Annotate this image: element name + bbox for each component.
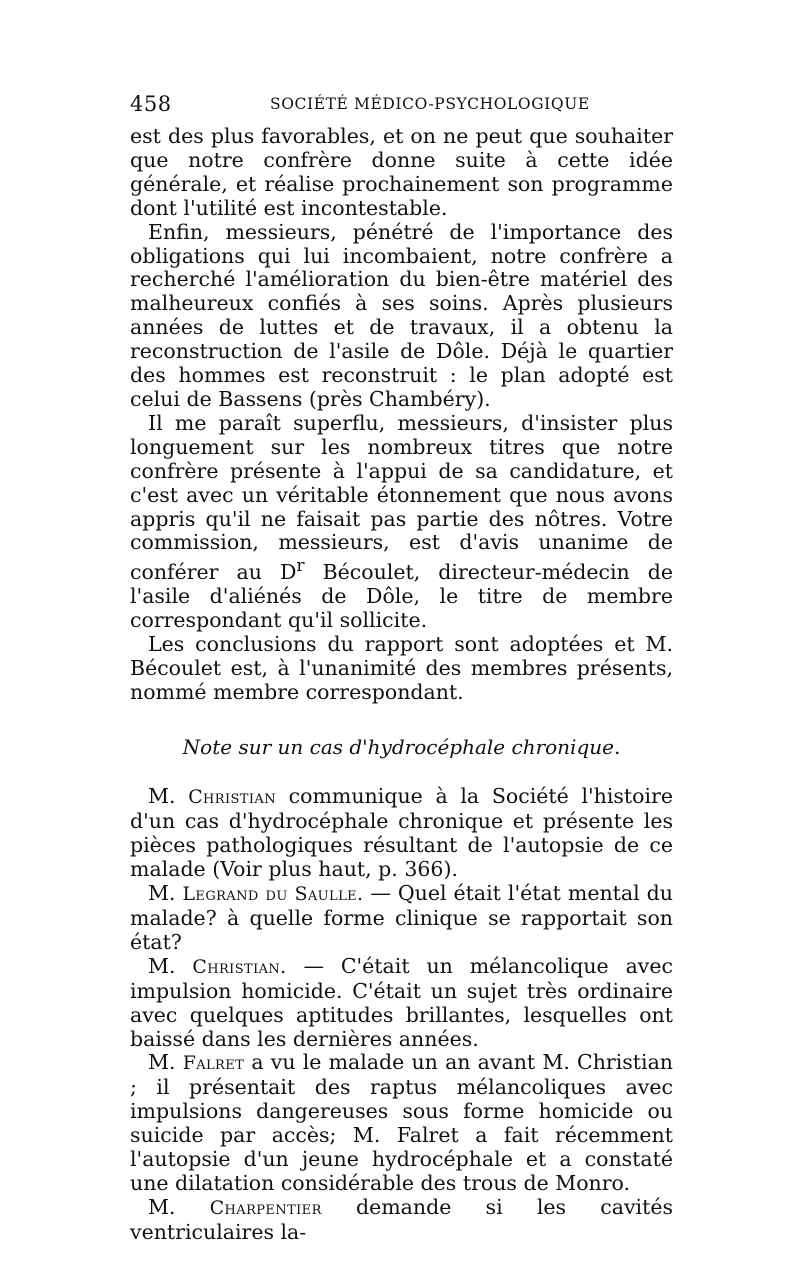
page-number: 458 <box>130 92 172 116</box>
discussion-charpentier: M. Charpentier demande si les cavités ventriculaires la- <box>130 1194 673 1244</box>
speaker-name: Legrand du Saulle. <box>182 883 364 906</box>
speaker-name: Charpentier <box>209 1196 322 1219</box>
paragraph-candidature <box>130 412 673 633</box>
body-text <box>130 125 673 1245</box>
discussion-christian-reply: M. Christian. — C'était un mélancolique avec impulsion homicide. C'était un sujet très ordinaire avec quelques aptitudes brillantes, lesquelles ont baissé dans les dernières années. <box>130 953 673 1051</box>
paragraph-improvements: Enfin, messieurs, pénétré de l'importance des obligations qui lui incombaient, notre confrère a recherché l'amélioration du bien-être matériel des malheureux confiés à ses soins. Après plusieurs années de luttes et de travaux, il a obtenu la reconstruction de l'asile de Dôle. Déjà le quartier des hommes est reconstruit : le plan adopté est celui de Bassens (près Chambéry). <box>130 219 673 411</box>
discussion-christian-report: M. Christian communique à la Société l'histoire d'un cas d'hydrocéphale chronique et présente les pièces pathologiques résultant de l'autopsie de ce malade (Voir plus haut, p. 366). <box>130 784 673 882</box>
discussion-falret: M. Falret a vu le malade un an avant M. Christian ; il présentait des raptus mélancoliques avec impulsions dangereuses sous forme homicide ou suicide par accès; M. Falret a fait récemment l'autopsie d'un jeune hydrocéphale et a constaté une dilatation considérable des trous de Monro. <box>130 1050 673 1195</box>
paragraph-candidature-text-end: Bécoulet, directeur-médecin de l'asile d'aliénés de Dôle, le titre de membre correspondant qu'il sollicite. <box>130 560 673 632</box>
running-title: SOCIÉTÉ MÉDICO-PSYCHOLOGIQUE <box>270 95 590 113</box>
section-title: Note sur un cas d'hydrocéphale chronique. <box>182 734 621 759</box>
page-header <box>130 92 673 118</box>
speaker-name: Christian. <box>192 955 287 978</box>
paragraph-continuation: est des plus favorables, et on ne peut que souhaiter que notre confrère donne suite à cette idée générale, et réalise prochainement son programme dont l'utilité est incontestable. <box>130 124 673 220</box>
paragraph-conclusions: Les conclusions du rapport sont adoptées et M. Bécoulet est, à l'unanimité des membres présents, nommé membre correspondant. <box>130 631 673 704</box>
paragraph-candidature-text: Il me paraît superflu, messieurs, d'insister plus longuement sur les nombreux titres que notre confrère présente à l'appui de sa candidature, et c'est avec un véritable étonnement que nous avons appris qu'il ne faisait pas partie des nôtres. Votre commission, messieurs, est d'avis unanime de conférer au D <box>130 410 673 585</box>
doctor-superscript: r <box>296 556 305 577</box>
speaker-name: Christian <box>188 786 276 809</box>
discussion-legrand-du-saulle: M. Legrand du Saulle. — Quel était l'état mental du malade? à quelle forme clinique se rapportait son état? <box>130 881 673 954</box>
speaker-name: Falret <box>182 1052 245 1075</box>
